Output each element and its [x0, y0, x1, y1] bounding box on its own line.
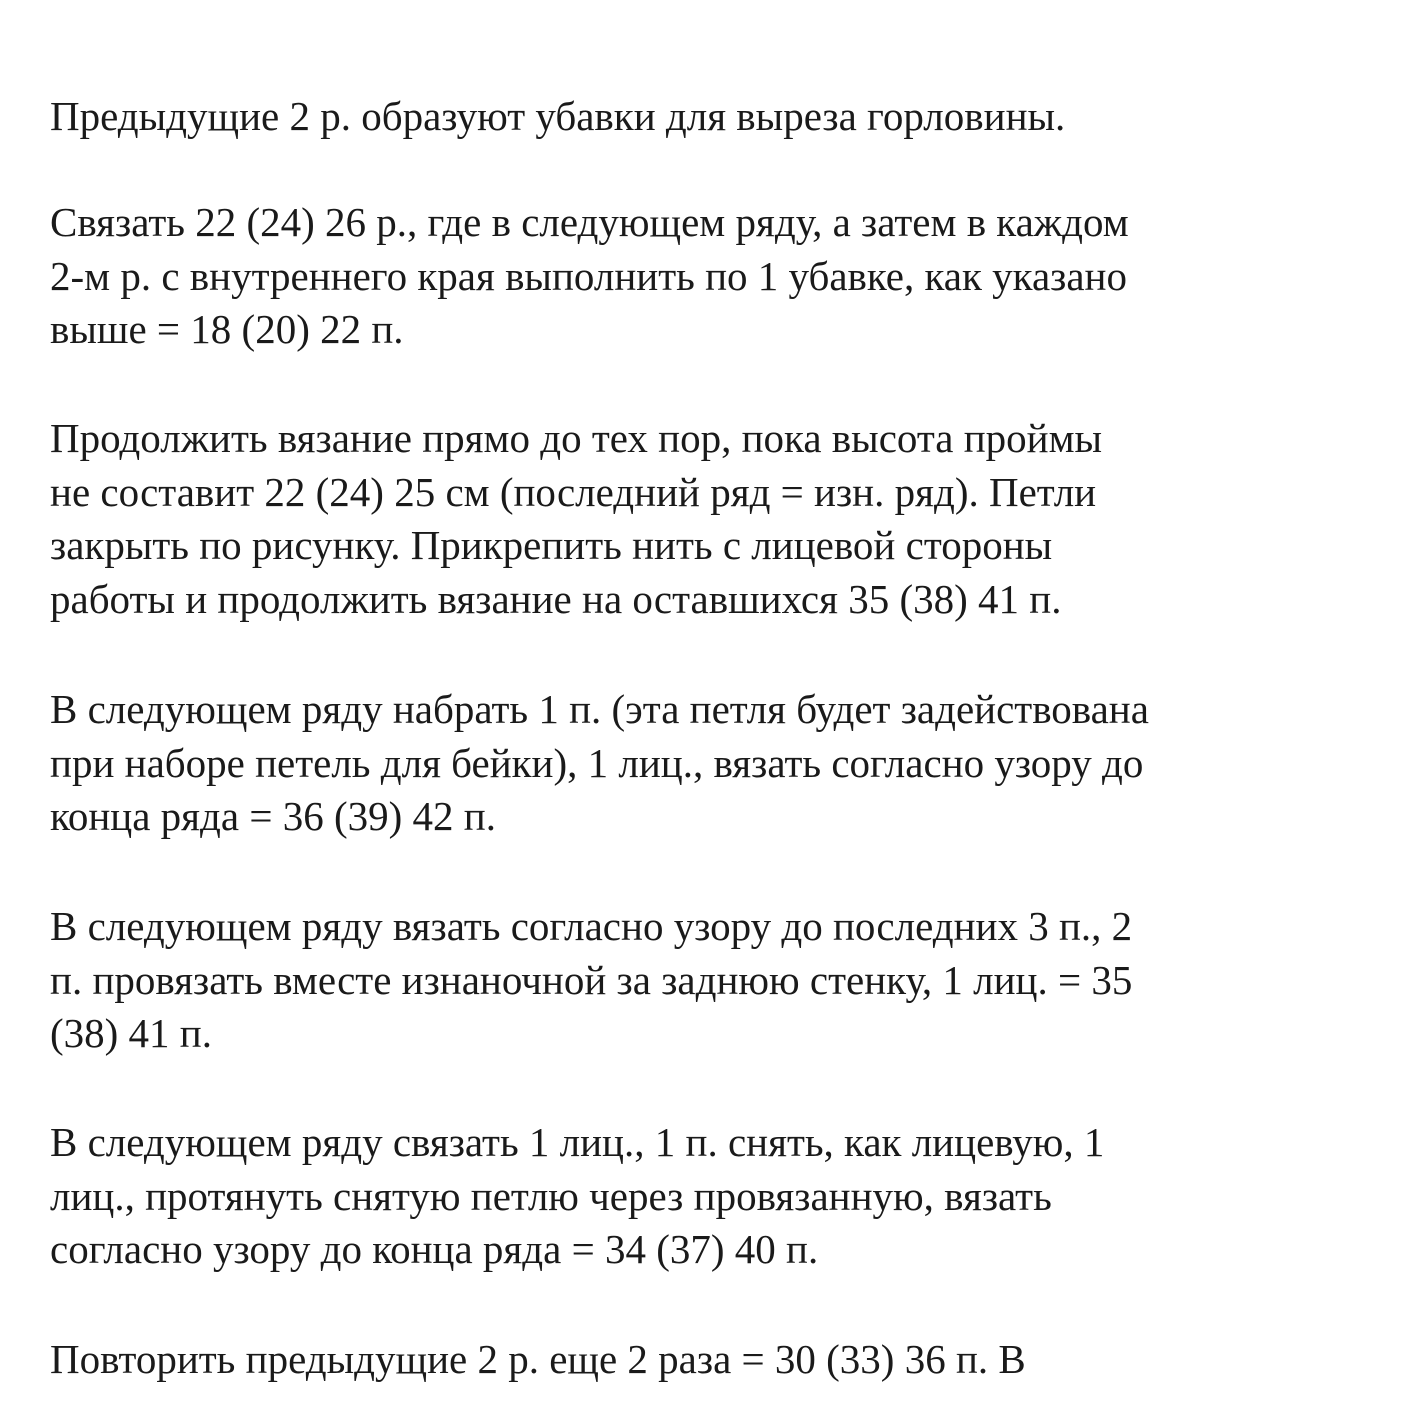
text-line: (38) 41 п. — [50, 1010, 212, 1056]
text-line: В следующем ряду связать 1 лиц., 1 п. снять, как лицевую, 1 — [50, 1119, 1105, 1165]
text-line: Предыдущие 2 р. образуют убавки для выреза горловины. — [50, 93, 1066, 139]
text-line: п. провязать вместе изнаночной за заднюю стенку, 1 лиц. = 35 — [50, 956, 1133, 1003]
text-line: лиц., протянуть снятую петлю через провязанную, вязать — [50, 1172, 1052, 1219]
text-line: В следующем ряду набрать 1 п. (эта петля будет задействована — [50, 686, 1149, 732]
text-line: конца ряда = 36 (39) 42 п. — [50, 793, 496, 839]
paragraph-cast-on-stitch — [50, 683, 1390, 844]
text-line: согласно узору до конца ряда = 34 (37) 40 п. — [50, 1226, 819, 1272]
paragraph-inner-edge-decreases — [50, 196, 1390, 357]
paragraph-continue-knitting — [50, 412, 1390, 626]
text-line: Связать 22 (24) 26 р., где в следующем ряду, а затем в каждом — [50, 199, 1129, 245]
text-line: Повторить предыдущие 2 р. еще 2 раза = 30 (33) 36 п. В — [50, 1336, 1026, 1382]
text-line: выше = 18 (20) 22 п. — [50, 306, 404, 352]
text-line: В следующем ряду вязать согласно узору до последних 3 п., 2 — [50, 903, 1133, 949]
text-line: Продолжить вязание прямо до тех пор, пока высота проймы — [50, 415, 1103, 461]
paragraph-neck-decreases — [50, 90, 1390, 144]
text-line: работы и продолжить вязание на оставшихся 35 (38) 41 п. — [50, 575, 1062, 622]
paragraph-repeat-rows — [50, 1333, 1390, 1387]
text-line: не составит 22 (24) 25 см (последний ряд = изн. ряд). Петли — [50, 468, 1097, 515]
text-line: 2-м р. с внутреннего края выполнить по 1 убавке, как указано — [50, 252, 1127, 299]
text-line: при наборе петель для бейки), 1 лиц., вязать согласно узору до — [50, 739, 1144, 786]
paragraph-slip-stitch-decrease — [50, 1116, 1390, 1277]
text-line: закрыть по рисунку. Прикрепить нить с лицевой стороны — [50, 522, 1053, 568]
paragraph-purl-together — [50, 900, 1390, 1061]
